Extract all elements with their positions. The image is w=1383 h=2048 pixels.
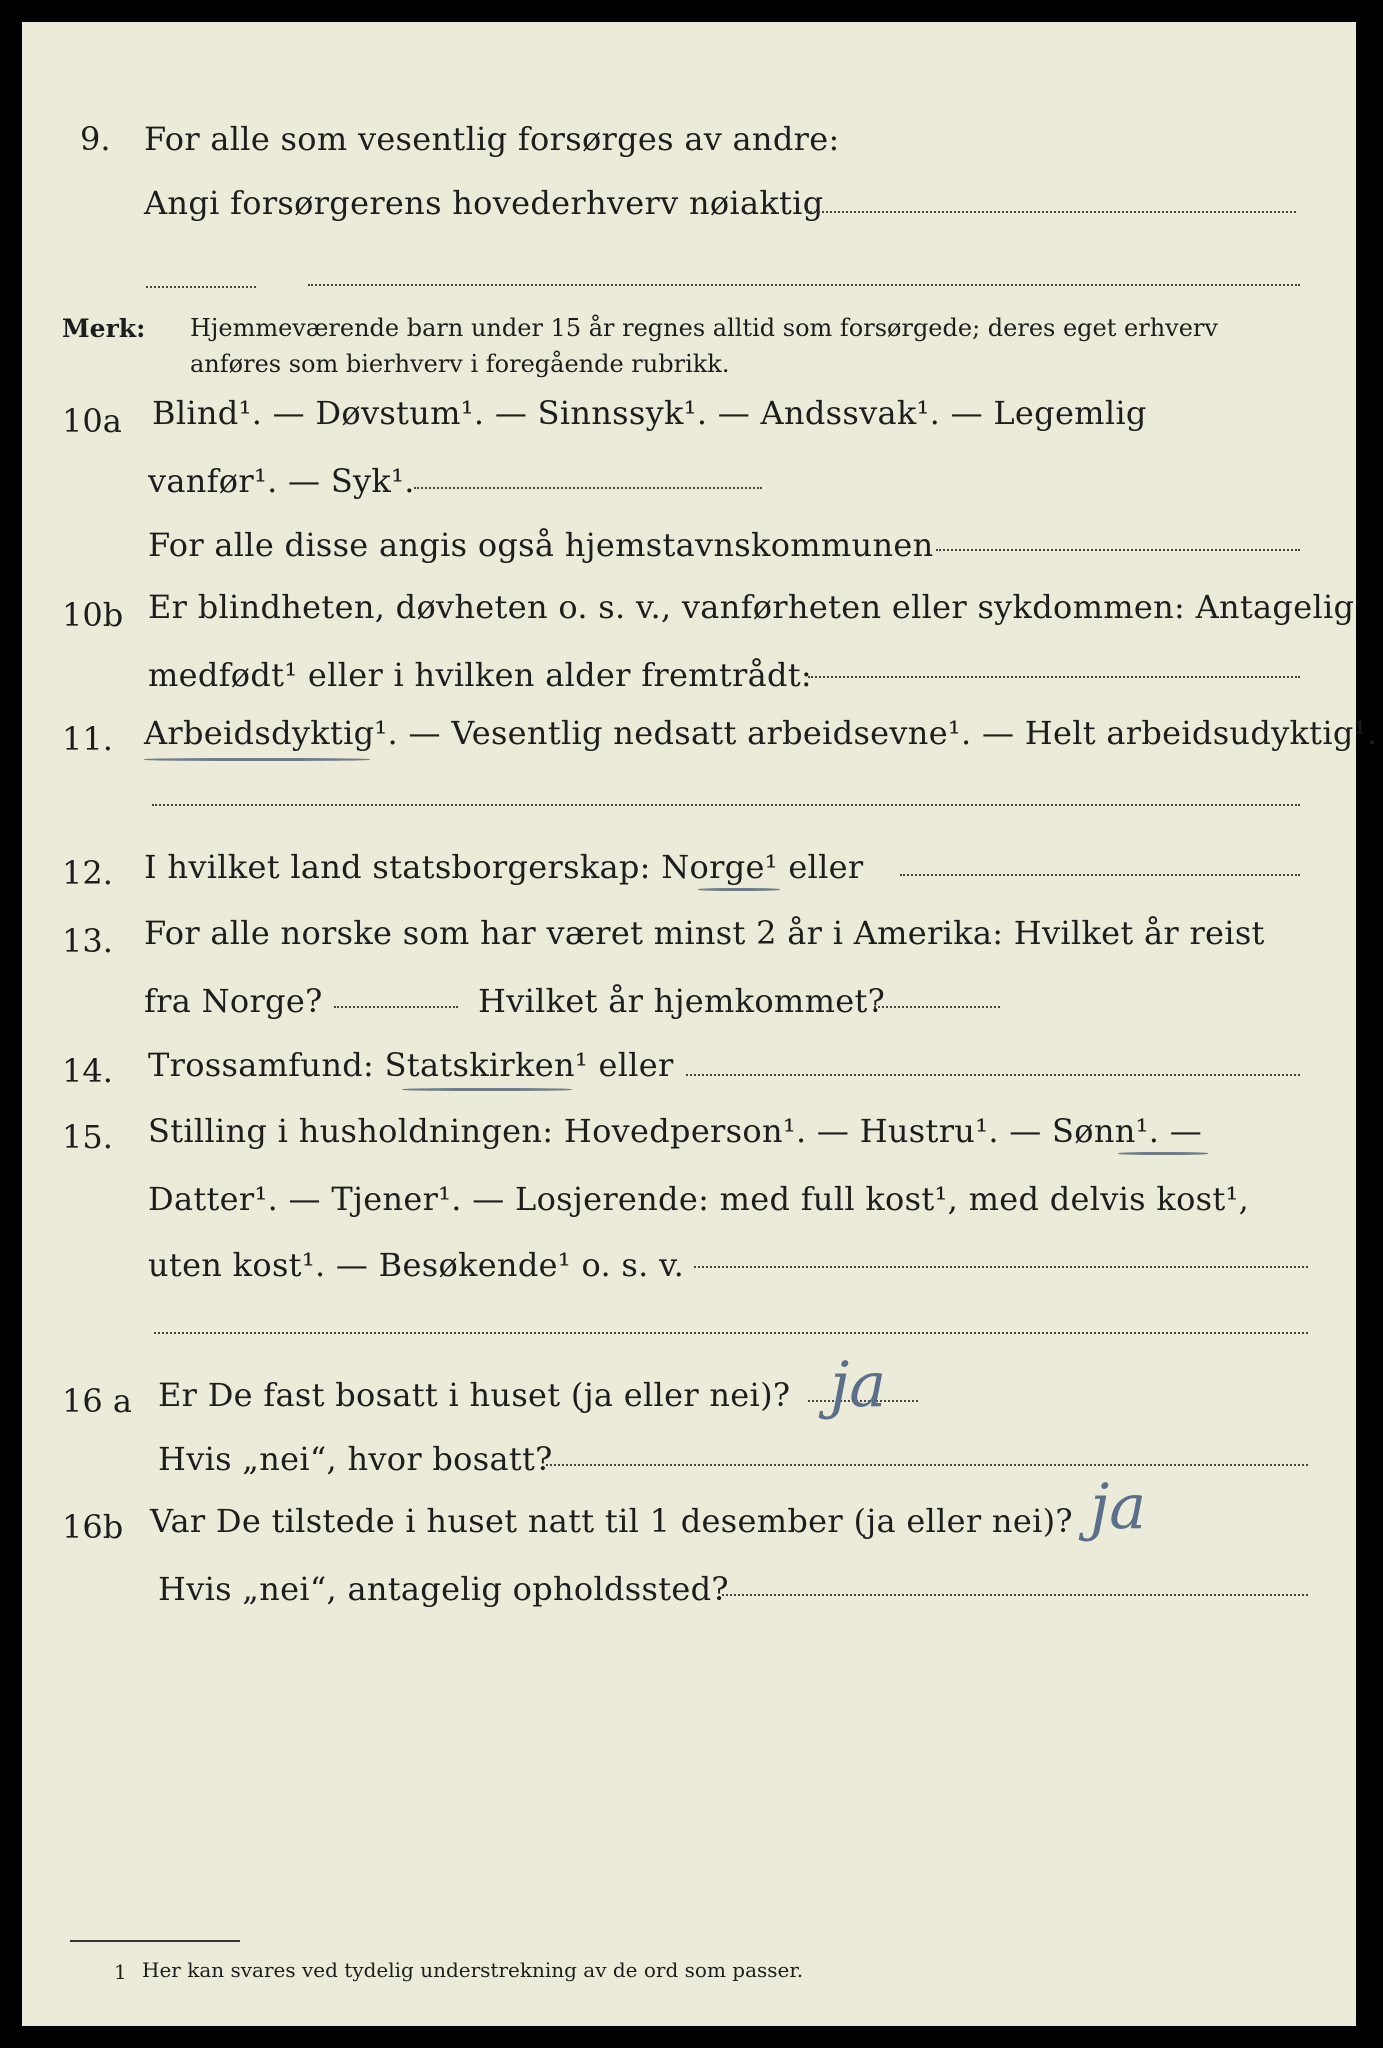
q14-number: 14.	[62, 1052, 113, 1090]
q15-line1: Stilling i husholdningen: Hovedperson¹. — Hustru¹. — Sønn¹. —	[148, 1112, 1203, 1150]
q13-reist-answer-line[interactable]	[334, 1006, 458, 1008]
q16a-line1: Er De fast bosatt i huset (ja eller nei)?	[158, 1376, 791, 1414]
q16a-handwritten-answer: ja	[830, 1348, 887, 1421]
q16a-bosatt-answer-line[interactable]	[546, 1464, 1308, 1466]
q9-answer-line-2a[interactable]	[146, 286, 256, 288]
q13-number: 13.	[62, 922, 113, 960]
footnote-mark: 1	[114, 1960, 127, 1984]
q16b-line1: Var De tilstede i huset natt til 1 desember (ja eller nei)?	[150, 1502, 1073, 1540]
q10a-line1: Blind¹. — Døvstum¹. — Sinnssyk¹. — Andssvak¹. — Legemlig	[152, 394, 1147, 432]
census-form-page	[22, 22, 1378, 2026]
q9-line1: For alle som vesentlig forsørges av andre:	[144, 120, 840, 158]
q12-number: 12.	[62, 854, 113, 892]
q15-answer-line[interactable]	[694, 1266, 1308, 1268]
q10a-syk-answer-line[interactable]	[414, 487, 762, 489]
q14-line1: Trossamfund: Statskirken¹ eller	[148, 1046, 674, 1084]
q10b-line2: medfødt¹ eller i hvilken alder fremtrådt:	[148, 656, 812, 694]
q16b-number: 16b	[62, 1508, 124, 1546]
footnote-text: Her kan svares ved tydelig understrekning av de ord som passer.	[142, 1958, 804, 1982]
q12-line1: I hvilket land statsborgerskap: Norge¹ eller	[144, 848, 864, 886]
q10a-hjemstavn-answer-line[interactable]	[936, 549, 1300, 551]
q9-number: 9.	[80, 120, 111, 158]
merk-line1: Hjemmeværende barn under 15 år regnes alltid som forsørgede; deres eget erhverv	[190, 314, 1218, 342]
q16b-handwritten-answer: ja	[1090, 1470, 1147, 1543]
q13-hjemkommet-answer-line[interactable]	[874, 1006, 1000, 1008]
q11-line1: Arbeidsdyktig¹. — Vesentlig nedsatt arbeidsevne¹. — Helt arbeidsudyktig¹.	[144, 714, 1378, 752]
merk-line2: anføres som bierhverv i foregående rubrikk.	[190, 350, 730, 378]
q15-line2: Datter¹. — Tjener¹. — Losjerende: med full kost¹, med delvis kost¹,	[148, 1180, 1250, 1218]
q11-answer-line[interactable]	[152, 804, 1300, 806]
q14-underline-statskirken	[402, 1088, 572, 1091]
q15-underline-sonn	[1118, 1152, 1208, 1155]
q12-underline-norge	[698, 888, 780, 891]
q16a-line2: Hvis „nei“, hvor bosatt?	[158, 1440, 553, 1478]
q15-answer-line-2[interactable]	[154, 1332, 1308, 1334]
q14-answer-line[interactable]	[686, 1074, 1300, 1076]
q9-line2: Angi forsørgerens hovederhverv nøiaktig	[144, 184, 824, 222]
q10a-line2: vanfør¹. — Syk¹.	[148, 462, 415, 500]
q15-line3: uten kost¹. — Besøkende¹ o. s. v.	[148, 1246, 685, 1284]
q13-line2a: fra Norge?	[144, 982, 323, 1020]
q10b-line1: Er blindheten, døvheten o. s. v., vanførheten eller sykdommen: Antagelig	[148, 588, 1355, 626]
q10b-answer-line[interactable]	[808, 676, 1300, 678]
q13-line1: For alle norske som har været minst 2 år i Amerika: Hvilket år reist	[144, 914, 1265, 952]
q10a-number: 10a	[62, 402, 122, 440]
q16b-opholdssted-answer-line[interactable]	[722, 1594, 1308, 1596]
q9-answer-line[interactable]	[806, 211, 1296, 213]
q16b-line2: Hvis „nei“, antagelig opholdssted?	[158, 1570, 729, 1608]
q10a-line3: For alle disse angis også hjemstavnskommunen	[148, 526, 934, 564]
q11-underline-arbeidsdyktig	[144, 758, 370, 761]
q16a-number: 16 a	[62, 1382, 132, 1420]
q15-number: 15.	[62, 1118, 113, 1156]
q13-line2b: Hvilket år hjemkommet?	[478, 982, 886, 1020]
q10b-number: 10b	[62, 596, 124, 634]
q12-answer-line[interactable]	[900, 874, 1300, 876]
q11-number: 11.	[62, 720, 113, 758]
footnote-rule	[70, 1940, 240, 1942]
merk-label: Merk:	[62, 314, 146, 343]
q9-answer-line-2b[interactable]	[308, 284, 1300, 286]
